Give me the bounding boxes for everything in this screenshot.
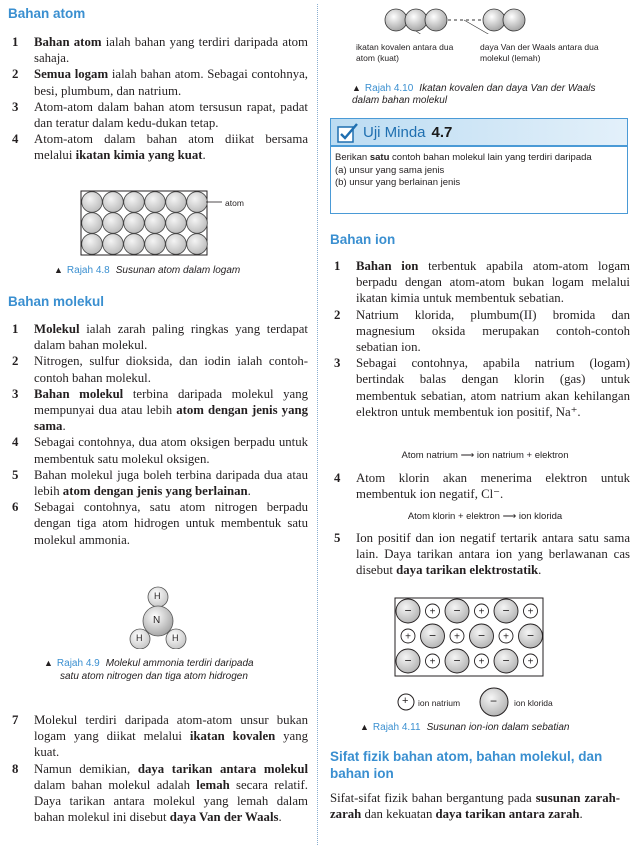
metal-atom: [124, 234, 145, 255]
plus-sign: +: [527, 656, 534, 668]
metal-atom: [166, 234, 187, 255]
metal-atom: [103, 234, 124, 255]
pointer-line: [416, 31, 432, 34]
sifat-paragraph: Sifat-sifat fizik bahan bergantung pada susunan zarah-zarah dan kekuatan daya tarikan antara zarah.: [330, 791, 620, 822]
triangle-icon: ▲: [44, 658, 53, 668]
uji-minda-header: [331, 119, 627, 147]
fig49-caption: ▲ Rajah 4.9 Molekul ammonia terdiri daripada satu atom nitrogen dan tiga atom hidrogen: [44, 658, 254, 682]
molecule-atom: [405, 9, 427, 31]
minus-sign: −: [477, 628, 486, 643]
plus-sign: +: [503, 631, 509, 643]
legend-minus-sign: −: [490, 694, 498, 708]
plus-sign: +: [429, 656, 436, 668]
legend-klorida-label: ion klorida: [514, 698, 553, 708]
metal-atom: [103, 213, 124, 234]
column-divider: [317, 4, 318, 845]
list-item: 4 Atom-atom dalam bahan atom diikat bersama melalui ikatan kimia yang kuat.: [12, 132, 308, 163]
list-item: 2 Nitrogen, sulfur dioksida, dan iodin ialah contoh-contoh bahan molekul.: [12, 354, 308, 385]
list-item: 5 Bahan molekul juga boleh terbina daripada dua atau lebih atom dengan jenis yang berlainan.: [12, 467, 308, 499]
plus-sign: +: [405, 631, 411, 643]
uji-minda-title: Uji Minda 4.7: [363, 124, 453, 141]
metal-atom: [124, 213, 145, 234]
metal-atom: [187, 192, 208, 213]
plus-sign: +: [454, 631, 460, 643]
metal-atom: [145, 192, 166, 213]
list-item: 4 Sebagai contohnya, dua atom oksigen berpadu untuk membentuk satu molekul oksigen.: [12, 435, 308, 466]
equation-klorin: Atom klorin + elektron ⟶ ion klorida: [407, 511, 563, 522]
list-item: 5 Ion positif dan ion negatif tertarik antara satu sama lain. Daya tarikan antara ion yang berlawanan cas disebut daya tarikan elektrostatik.: [334, 531, 630, 578]
list-item: 7 Molekul terdiri daripada atom-atom unsur bukan logam yang diikat melalui ikatan kovalen yang kuat.: [12, 713, 308, 760]
list-item: 1 Bahan atom ialah bahan yang terdiri daripada atom sahaja.: [12, 35, 308, 66]
legend-natrium-label: ion natrium: [418, 698, 461, 708]
h-label: H: [136, 633, 143, 643]
uji-minda-box: [330, 118, 628, 214]
metal-atom: [187, 234, 208, 255]
metal-atom: [145, 213, 166, 234]
plus-sign: +: [478, 656, 485, 668]
list-item: 2 Natrium klorida, plumbum(II) bromida dan magnesium oksida merupakan contoh-contoh sebatian ion.: [334, 307, 630, 355]
n-label: N: [153, 615, 161, 626]
triangle-icon: ▲: [54, 265, 63, 275]
triangle-icon: ▲: [360, 722, 369, 732]
metal-atom: [103, 192, 124, 213]
molekul-list-2: [8, 712, 308, 825]
molecule-atom: [425, 9, 447, 31]
molekul-list: [8, 321, 308, 548]
list-item: 3 Atom-atom dalam bahan atom tersusun rapat, padat dan teratur dalam kedu-dukan tetap.: [12, 99, 308, 131]
metal-atom: [124, 192, 145, 213]
equation-natrium: Atom natrium ⟶ ion natrium + elektron: [401, 450, 569, 461]
molecule-atom: [385, 9, 407, 31]
list-item: 1 Bahan ion terbentuk apabila atom-atom logam berpadu dengan atom-atom bukan logam melalui ikatan kimia untuk membentuk sebatian.: [334, 259, 630, 306]
heading-sifat-fizik: Sifat fizik bahan atom, bahan molekul, dan bahan ion: [330, 749, 603, 781]
minus-sign: −: [502, 603, 510, 618]
minus-sign: −: [404, 653, 412, 668]
metal-atom: [82, 213, 103, 234]
plus-sign: +: [527, 606, 534, 618]
uji-minda-body: Berikan satu contoh bahan molekul lain yang terdiri daripada (a) unsur yang sama jenis (b) unsur yang berlainan jenis: [335, 152, 592, 188]
heading-bahan-molekul: Bahan molekul: [8, 294, 105, 309]
fig410-caption: ▲ Rajah 4.10 Ikatan kovalen dan daya Van der Waals dalam bahan molekul: [352, 83, 596, 106]
fig48-caption: ▲ Rajah 4.8 Susunan atom dalam logam: [54, 265, 241, 276]
heading-bahan-atom: Bahan atom: [8, 6, 86, 21]
minus-sign: −: [453, 653, 461, 668]
metal-atom: [145, 234, 166, 255]
molecule-atom: [483, 9, 505, 31]
list-item: 4 Atom klorin akan menerima elektron untuk membentuk ion negatif, Cl⁻.: [334, 471, 630, 502]
minus-sign: −: [502, 653, 510, 668]
minus-sign: −: [526, 628, 535, 643]
list-item: 8 Namun demikian, daya tarikan antara molekul dalam bahan molekul adalah lemah secara relatif. Daya tarikan antara molekul yang lemah dalam bahan molekul ini disebut daya Van der Waals.: [12, 761, 308, 825]
fig411-caption: ▲ Rajah 4.11 Susunan ion-ion dalam sebatian: [360, 722, 570, 733]
heading-bahan-ion: Bahan ion: [330, 232, 396, 247]
list-item: 3 Bahan molekul terbina daripada molekul yang mempunyai dua atau lebih atom dengan jenis yang sama.: [12, 386, 308, 434]
minus-sign: −: [404, 603, 412, 618]
metal-atom: [166, 213, 187, 234]
molecule-atom: [503, 9, 525, 31]
covalent-vdw-figure: [382, 6, 542, 34]
minus-sign: −: [453, 603, 461, 618]
list-item: 2 Semua logam ialah bahan atom. Sebagai contohnya, besi, plumbum, dan natrium.: [12, 67, 308, 98]
plus-sign: +: [478, 606, 485, 618]
minus-sign: −: [428, 628, 437, 643]
ion-item-5: [330, 530, 630, 579]
atom-list: [8, 34, 308, 164]
ion-list: [330, 258, 630, 420]
triangle-icon: ▲: [352, 83, 361, 93]
metal-atom: [82, 192, 103, 213]
metal-atom: [166, 192, 187, 213]
ionic-lattice-figure: [394, 597, 544, 677]
metal-atom: [82, 234, 103, 255]
h-label: H: [154, 591, 161, 601]
ion-item-4: [330, 470, 630, 502]
list-item: 6 Sebagai contohnya, satu atom nitrogen berpadu dengan tiga atom hidrogen untuk membentuk satu molekul ammonia.: [12, 500, 308, 547]
list-item: 1 Molekul ialah zarah paling ringkas yang terdapat dalam bahan molekul.: [12, 322, 308, 353]
vdw-label: daya Van der Waals antara dua molekul (lemah): [480, 42, 599, 63]
h-label: H: [172, 633, 179, 643]
list-item: 3 Sebagai contohnya, apabila natrium (logam) bertindak balas dengan klorin (gas) untuk membentuk sebatian, atom natrium akan kehilangan elektron untuk membentuk ion positif, Na⁺.: [334, 356, 630, 419]
checkbox-pencil-icon: [335, 121, 361, 145]
legend-plus-sign: +: [402, 695, 409, 707]
metal-atom: [187, 213, 208, 234]
atom-label: atom: [225, 198, 244, 208]
covalent-label: ikatan kovalen antara dua atom (kuat): [356, 42, 454, 63]
plus-sign: +: [429, 606, 436, 618]
